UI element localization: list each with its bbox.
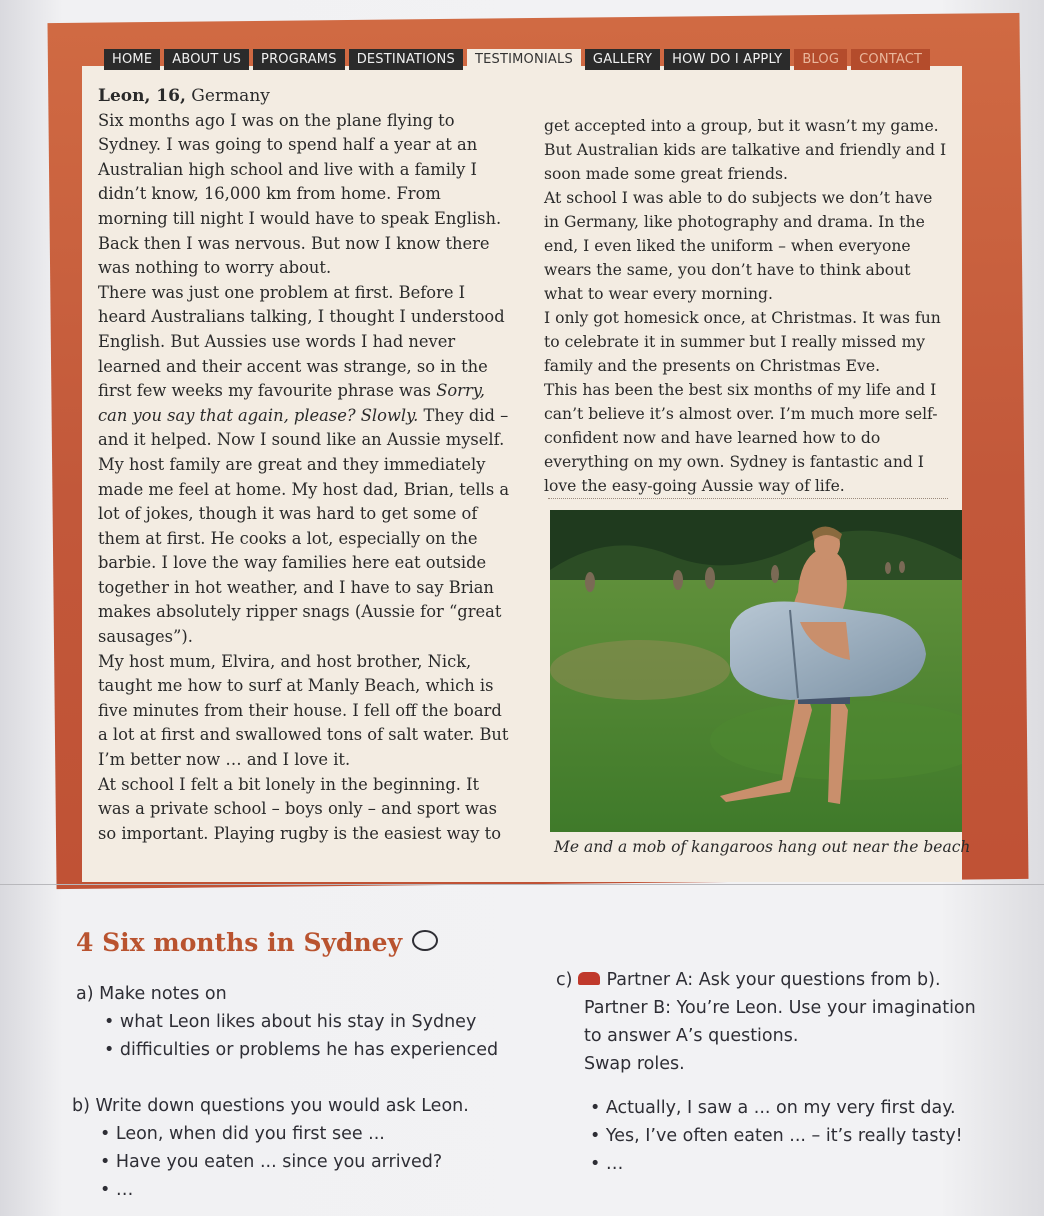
author-name: Leon, 16, bbox=[98, 86, 186, 106]
exercise-c-label: c) bbox=[556, 970, 573, 990]
nav-about-us: ABOUT US bbox=[164, 49, 249, 70]
list-item: • difficulties or problems he has experienced bbox=[76, 1036, 498, 1064]
exercise-b-label: b) Write down questions you would ask Leon. bbox=[72, 1096, 469, 1116]
photo-illustration bbox=[550, 510, 962, 832]
exercise-c-line: c) Partner A: Ask your questions from b). bbox=[556, 970, 941, 990]
nav-how-do-i-apply: HOW DO I APPLY bbox=[664, 49, 790, 70]
list-item: • Yes, I’ve often eaten ... – it’s really tasty! bbox=[590, 1122, 963, 1150]
paragraph: This has been the best six months of my life and I can’t believe it’s almost over. I’m much more self-confident now and have learned how to do everything on my own. Sydney is fantastic and I love the easy-going Aussie way of life. bbox=[544, 381, 938, 495]
partner-work-icon bbox=[578, 972, 600, 985]
article-byline bbox=[98, 84, 512, 109]
italic-phrase: Sorry, can you say that again, please? Slowly. bbox=[98, 381, 485, 425]
exercise-c-line: to answer A’s questions. bbox=[584, 1026, 799, 1046]
list-item: • … bbox=[72, 1176, 469, 1204]
paragraph: There was just one problem at first. Before I heard Australians talking, I thought I understood English. But Aussies use words I had never learned and their accent was strange, so in the first few weeks my favourite phrase was Sorry, can you say that again, please? Slowly. They did – and it helped. Now I sound like an Aussie myself. bbox=[98, 282, 509, 450]
photo-caption: Me and a mob of kangaroos hang out near the beach bbox=[554, 838, 971, 856]
paragraph: My host family are great and they immediately made me feel at home. My host dad, Brian, tells a lot of jokes, though it was hard to get some of them at first. He cooks a lot, especially on the barbie. I love the way families here eat outside together in hot weather, and I have to say Brian makes absolutely ripper snags (Aussie for “great sausages”). bbox=[98, 454, 510, 647]
exercise-a-label: a) Make notes on bbox=[76, 984, 227, 1004]
article-left-column bbox=[98, 84, 512, 846]
list-item: • what Leon likes about his stay in Sydney bbox=[76, 1008, 498, 1036]
nav-programs: PROGRAMS bbox=[253, 49, 345, 70]
list-item: • Leon, when did you first see ... bbox=[72, 1120, 469, 1148]
exercise-c-line: Partner B: You’re Leon. Use your imagination bbox=[584, 998, 976, 1018]
nav-gallery: GALLERY bbox=[585, 49, 660, 70]
nav-testimonials: TESTIMONIALS bbox=[467, 49, 581, 70]
author-country: Germany bbox=[191, 86, 270, 106]
nav-blog: BLOG bbox=[794, 49, 847, 70]
paragraph: get accepted into a group, but it wasn’t my game. But Australian kids are talkative and friendly and I soon made some great friends. bbox=[544, 117, 947, 183]
exercise-c-examples bbox=[590, 1094, 963, 1178]
exercise-c bbox=[556, 966, 976, 1078]
list-item: • Have you eaten ... since you arrived? bbox=[72, 1148, 469, 1176]
list-item: • … bbox=[590, 1150, 963, 1178]
website-nav-bar bbox=[104, 44, 944, 74]
dotted-divider bbox=[548, 498, 948, 499]
list-item: • Actually, I saw a ... on my very first day. bbox=[590, 1094, 963, 1122]
exercise-title: 4 Six months in Sydney bbox=[76, 928, 438, 957]
nav-home: HOME bbox=[104, 49, 160, 70]
paragraph: I only got homesick once, at Christmas. It was fun to celebrate it in summer but I really missed my family and the presents on Christmas Eve. bbox=[544, 309, 941, 375]
article-right-column bbox=[544, 114, 948, 498]
surfer-kangaroo-photo bbox=[550, 510, 962, 832]
exercise-c-line: Swap roles. bbox=[584, 1054, 685, 1074]
nav-destinations: DESTINATIONS bbox=[349, 49, 463, 70]
nav-contact: CONTACT bbox=[851, 49, 930, 70]
speaking-icon bbox=[412, 930, 438, 951]
paragraph: My host mum, Elvira, and host brother, Nick, taught me how to surf at Manly Beach, which is five minutes from their house. I fell off the board a lot at first and swallowed tons of salt water. But I’m better now … and I love it. bbox=[98, 651, 509, 770]
paragraph: At school I felt a bit lonely in the beginning. It was a private school – boys only – and sport was so important. Playing rugby is the easiest way to bbox=[98, 774, 502, 843]
section-divider bbox=[0, 884, 1044, 885]
paragraph: At school I was able to do subjects we don’t have in Germany, like photography and drama. In the end, I even liked the uniform – when everyone wears the same, you don’t have to think about what to wear every morning. bbox=[544, 189, 933, 303]
exercise-b bbox=[72, 1092, 469, 1204]
paragraph: Six months ago I was on the plane flying to Sydney. I was going to spend half a year at an Australian high school and live with a family I didn’t know, 16,000 km from home. From morning till night I would have to speak English. Back then I was nervous. But now I know there was nothing to worry about. bbox=[98, 110, 502, 278]
exercise-a bbox=[76, 980, 498, 1064]
